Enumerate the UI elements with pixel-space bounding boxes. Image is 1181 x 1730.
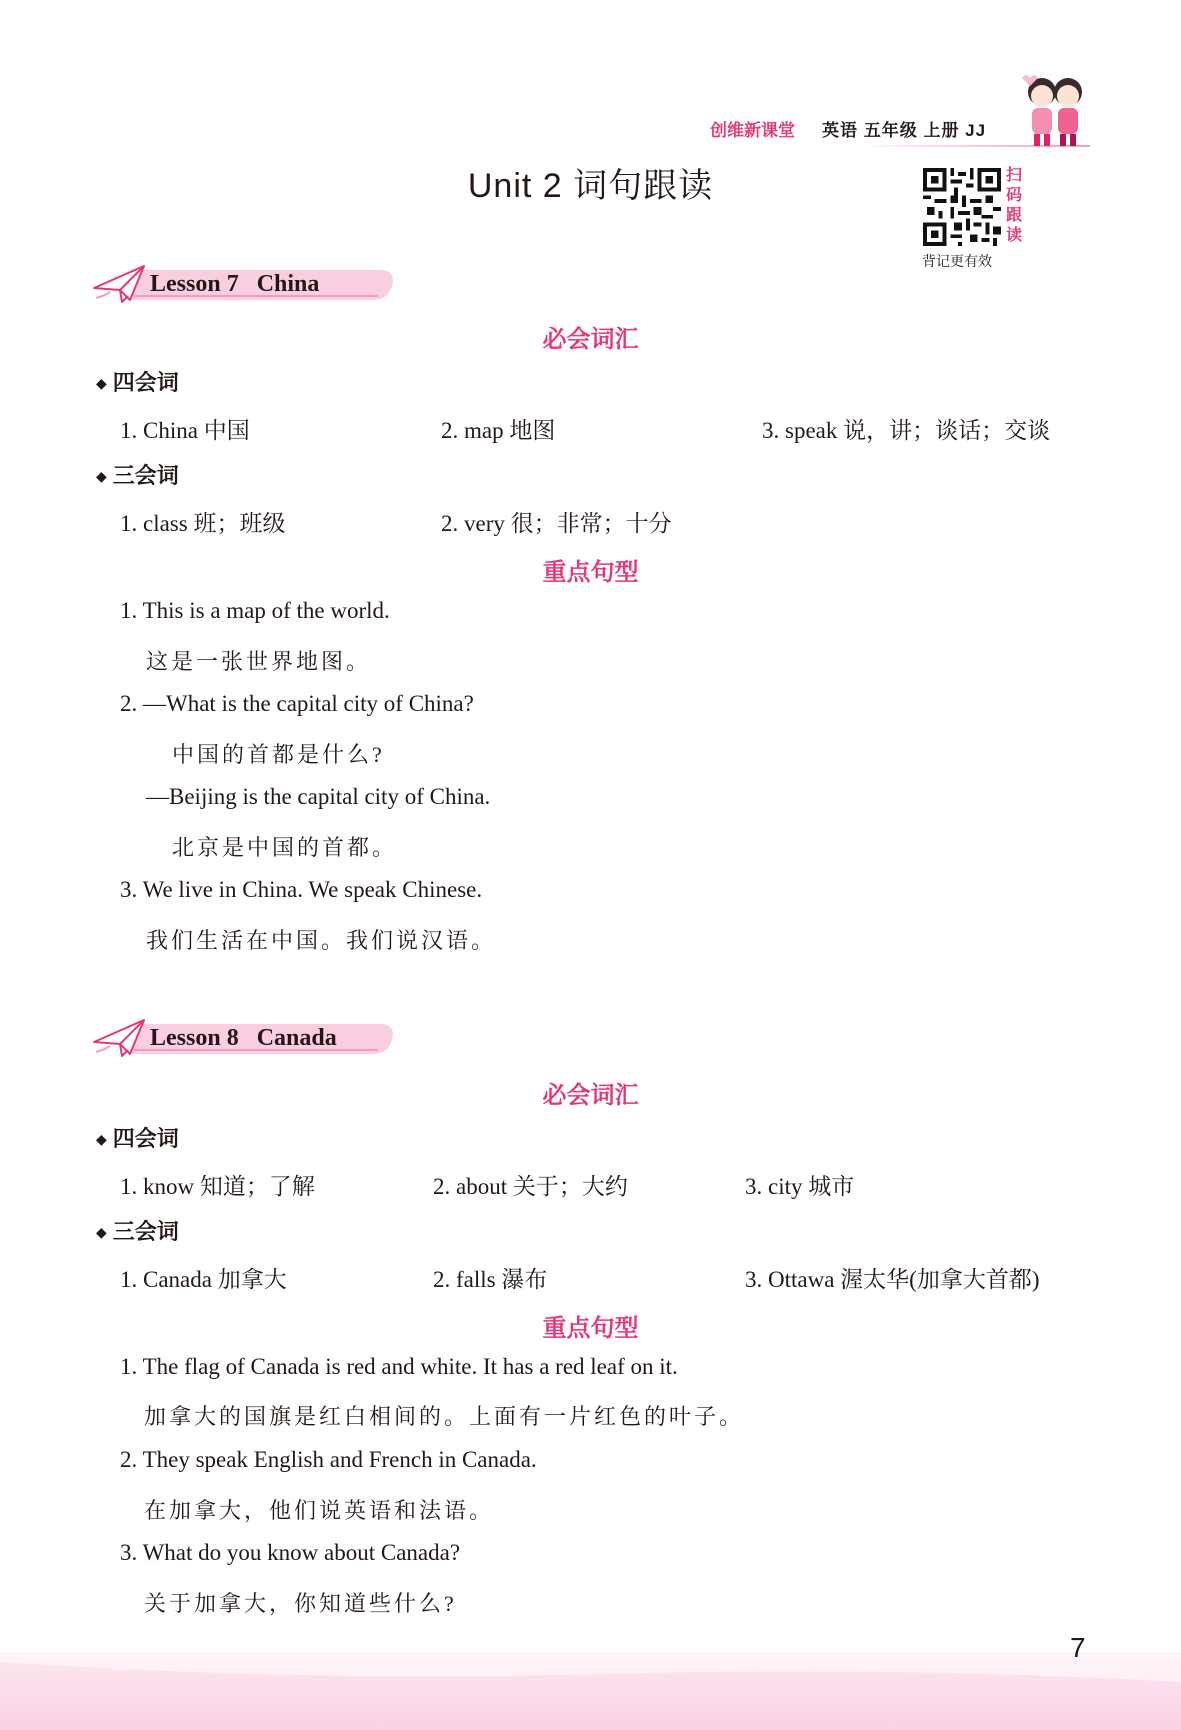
- lesson-banner: [92, 258, 402, 310]
- vocab-item: 1. China 中国: [120, 418, 250, 443]
- unit-title: Unit 2 词句跟读: [467, 167, 714, 205]
- lesson-banner: [92, 1012, 402, 1064]
- vocab-item: 3. city 城市: [745, 1174, 855, 1199]
- sentence-zh: 在加拿大，他们说英语和法语。: [144, 1498, 495, 1523]
- category-three-skill: [96, 459, 179, 490]
- qr-label-char: 跟: [1005, 207, 1022, 224]
- sentence-en: —Beijing is the capital city of China.: [146, 784, 491, 809]
- lesson-title: Lesson 7 China: [150, 271, 320, 297]
- footer-band: [0, 1652, 1181, 1730]
- category-four-skill: [96, 366, 179, 397]
- sentence-zh: 这是一张世界地图。: [146, 649, 372, 674]
- vocab-item: 1. Canada 加拿大: [120, 1267, 287, 1292]
- page-number: 7: [1070, 1632, 1086, 1663]
- vocab-item: 2. map 地图: [441, 418, 556, 443]
- sentence-heading: 重点句型: [542, 1315, 639, 1342]
- category-label: 四会词: [112, 370, 179, 395]
- sentence-en: 3. What do you know about Canada?: [120, 1540, 461, 1565]
- category-label: 四会词: [112, 1126, 179, 1151]
- qr-label-char: 扫: [1005, 167, 1022, 184]
- sentence-en: 1. The flag of Canada is red and white. It has a red leaf on it.: [120, 1354, 678, 1379]
- kids-illustration-icon: [1020, 70, 1090, 150]
- brand-name: 创维新课堂: [710, 121, 795, 140]
- lesson-title: Lesson 8 Canada: [150, 1025, 337, 1051]
- book-info: 英语 五年级 上册 JJ: [822, 121, 987, 140]
- vocab-item: 2. about 关于；大约: [433, 1174, 628, 1199]
- qr-label-char: 码: [1005, 187, 1022, 204]
- sentence-en: 3. We live in China. We speak Chinese.: [120, 877, 483, 902]
- category-three-skill: [96, 1215, 179, 1246]
- vocab-heading: 必会词汇: [542, 1082, 639, 1109]
- qr-label: [1004, 166, 1024, 246]
- vocab-item: 2. very 很；非常；十分: [441, 511, 672, 536]
- sentence-en: 2. They speak English and French in Canada.: [120, 1447, 537, 1472]
- category-four-skill: [96, 1122, 179, 1153]
- diamond-icon: ◆: [96, 1224, 107, 1240]
- diamond-icon: ◆: [96, 1131, 107, 1147]
- qr-caption: 背记更有效: [922, 255, 992, 270]
- vocab-heading: 必会词汇: [542, 326, 639, 353]
- sentence-zh: 中国的首都是什么?: [172, 742, 385, 767]
- sentence-zh: 北京是中国的首都。: [172, 835, 398, 860]
- category-label: 三会词: [112, 463, 179, 488]
- category-label: 三会词: [112, 1219, 179, 1244]
- sentence-zh: 加拿大的国旗是红白相间的。上面有一片红色的叶子。: [144, 1404, 745, 1429]
- sentence-en: 2. —What is the capital city of China?: [120, 691, 474, 716]
- sentence-zh: 关于加拿大，你知道些什么?: [144, 1591, 457, 1616]
- vocab-item: 2. falls 瀑布: [433, 1267, 548, 1292]
- sentence-en: 1. This is a map of the world.: [120, 598, 390, 623]
- vocab-item: 3. speak 说，讲；谈话；交谈: [762, 418, 1051, 443]
- vocab-item: 1. class 班；班级: [120, 511, 286, 536]
- qr-code-icon[interactable]: [922, 168, 1002, 246]
- sentence-heading: 重点句型: [542, 559, 639, 586]
- vocab-item: 1. know 知道；了解: [120, 1174, 315, 1199]
- vocab-item: 3. Ottawa 渥太华(加拿大首都): [745, 1267, 1040, 1292]
- diamond-icon: ◆: [96, 375, 107, 391]
- diamond-icon: ◆: [96, 468, 107, 484]
- sentence-zh: 我们生活在中国。我们说汉语。: [146, 928, 497, 953]
- qr-label-char: 读: [1005, 227, 1022, 244]
